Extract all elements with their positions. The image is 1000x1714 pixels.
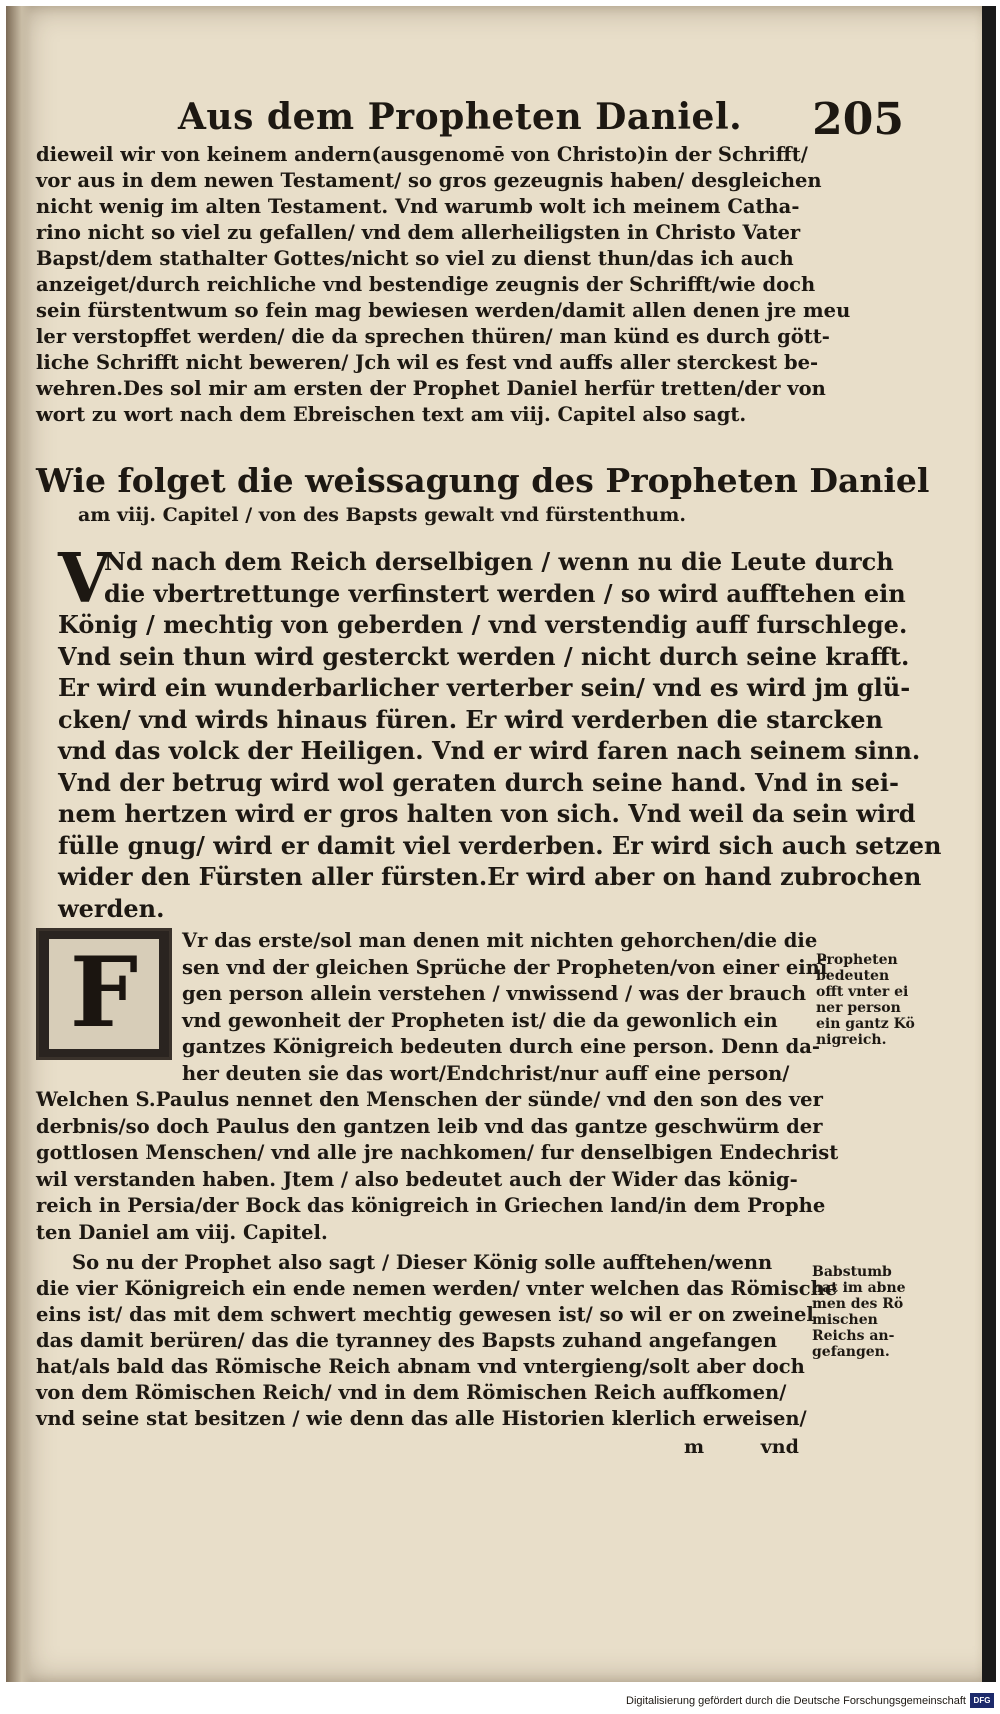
text-line: gottlosen Menschen/ vnd alle jre nachkomen/ fur denselbigen Endechrist [36,1141,839,1164]
initial-letter-f: F [49,939,159,1049]
margin-note-1 [816,952,924,1048]
text-line: die vbertrettunge verfinstert werden / so wird aufftehen ein [104,578,906,608]
text-line: König / mechtig von geberden / vnd verstendig auff furschlege. [58,610,908,639]
note-line: offt vnter ei [816,984,909,1000]
note-line: gefangen. [812,1344,890,1360]
text-line: von dem Römischen Reich/ vnd in dem Römischen Reich auffkomen/ [36,1381,787,1404]
text-line: wil verstanden haben. Jtem / also bedeutet auch der Wider das könig- [36,1167,798,1191]
woodcut-initial [36,928,172,1060]
catchword: vnd [760,1436,799,1458]
text-line: rino nicht so viel zu gefallen/ vnd dem allerheiligsten in Christo Vater [36,221,801,244]
text-line: liche Schrifft nicht beweren/ Jch wil es fest vnd auffs aller sterckest be- [36,351,819,374]
intro-paragraph [36,142,851,428]
folio-number: 205 [812,94,904,145]
text-line: derbnis/so doch Paulus den gantzen leib vnd das gantze geschwürm der [36,1114,823,1138]
text-line: her deuten sie das wort/Endchrist/nur auff eine person/ [182,1061,790,1085]
section-heading [36,460,930,528]
margin-note-2 [812,1264,920,1360]
note-line: ein gantz Kö [816,1016,915,1032]
text-line: sein fürstentwum so fein mag bewiesen werden/damit allen denen jre meu [36,299,851,322]
funding-notice: Digitalisierung gefördert durch die Deutsche Forschungsgemeinschaft [626,1695,966,1707]
note-line: hat im abne [812,1280,906,1296]
text-line: Vnd sein thun wird gesterckt werden / nicht durch seine krafft. [58,641,910,671]
text-line: hat/als bald das Römische Reich abnam vnd vntergieng/solt aber doch [36,1355,805,1378]
text-line: reich in Persia/der Bock das königreich in Griechen land/in dem Prophe [36,1194,826,1217]
note-line: men des Rö [812,1296,904,1312]
text-line: fülle gnug/ wird er damit viel verderben. Er wird sich auch setzen [58,830,942,860]
running-head: Aus dem Propheten Daniel. [178,96,743,138]
commentary-paragraph-2 [36,1250,838,1432]
text-line: nicht wenig im alten Testament. Vnd warumb wolt ich meinem Catha- [36,195,800,218]
text-line: anzeiget/durch reichliche vnd bestendige zeugnis der Schrifft/wie doch [36,273,816,296]
text-line: Bapst/dem stathalter Gottes/nicht so viel zu dienst thun/das ich auch [36,247,794,270]
text-line: ler verstopffet werden/ die da sprechen thüren/ man künd es durch gött- [36,325,830,348]
text-line: wider den Fürsten aller fürsten.Er wird aber on hand zubrochen [58,862,922,891]
dfg-logo: DFG [970,1693,994,1708]
page-edge [982,6,996,1682]
signature-mark: m [684,1436,705,1458]
note-line: bedeuten [816,968,890,984]
text-line: sen vnd der gleichen Sprüche der Propheten/von einer einī [182,955,828,979]
text-line: Er wird ein wunderbarlicher verterber sein/ vnd es wird jm glü- [58,673,911,702]
text-line: vnd seine stat besitzen / wie denn das alle Historien klerlich erweisen/ [36,1407,807,1430]
note-line: Reichs an- [812,1328,895,1344]
section-heading-sub: am viij. Capitel / von des Bapsts gewalt vnd fürstenthum. [78,504,686,526]
text-line: nem hertzen wird er gros halten von sich. Vnd weil da sein wird [58,799,916,828]
text-line: ten Daniel am viij. Capitel. [36,1220,328,1244]
text-line: Welchen S.Paulus nennet den Menschen der sünde/ vnd den son des ver [36,1088,823,1111]
text-line: So nu der Prophet also sagt / Dieser König solle aufftehen/wenn [72,1251,773,1274]
text-line: Vnd der betrug wird wol geraten durch seine hand. Vnd in sei- [58,767,899,797]
text-line: dieweil wir von keinem andern(ausgenomē von Christo)in der Schrifft/ [36,143,808,166]
note-line: nigreich. [816,1032,887,1048]
text-line: eins ist/ das mit dem schwert mechtig gewesen ist/ so wil er on zweinel [36,1303,814,1326]
text-line: das damit berüren/ das die tyranney des Bapsts zuhand angefangen [36,1329,778,1352]
digitization-footer [0,1690,1000,1714]
text-line: die vier Königreich ein ende nemen werden/ vnter welchen das Römische [36,1277,838,1300]
text-line: Nd nach dem Reich derselbigen / wenn nu die Leute durch [104,547,894,576]
text-line: vnd das volck der Heiligen. Vnd er wird faren nach seinem sinn. [58,736,921,765]
catchwords [684,1436,799,1458]
text-line: vor aus in dem newen Testament/ so gros gezeugnis haben/ desgleichen [36,169,822,192]
section-heading-main: Wie folget die weissagung des Propheten Daniel [36,461,930,500]
text-line: wehren.Des sol mir am ersten der Prophet Daniel herfür tretten/der von [36,377,826,400]
note-line: Babstumb [812,1264,892,1280]
prophecy-quotation [58,539,942,924]
text-line: werden. [58,893,165,923]
text-line: vnd gewonheit der Propheten ist/ die da gewonlich ein [182,1008,778,1032]
page-gutter-shadow [6,6,32,1682]
text-line: cken/ vnd wirds hinaus füren. Er wird verderben die starcken [58,704,883,734]
text-line: Vr das erste/sol man denen mit nichten gehorchen/die die [182,929,818,952]
note-line: Propheten [816,952,898,968]
text-line: wort zu wort nach dem Ebreischen text am viij. Capitel also sagt. [36,403,747,426]
text-line: gen person allein verstehen / vnwissend / was der brauch [182,982,807,1005]
initial-letter-v: V [58,539,111,619]
commentary-paragraph-1 [36,928,839,1246]
note-line: ner person [816,1000,901,1016]
text-line: gantzes Königreich bedeuten durch eine person. Denn da- [182,1035,821,1058]
note-line: mischen [812,1312,878,1328]
